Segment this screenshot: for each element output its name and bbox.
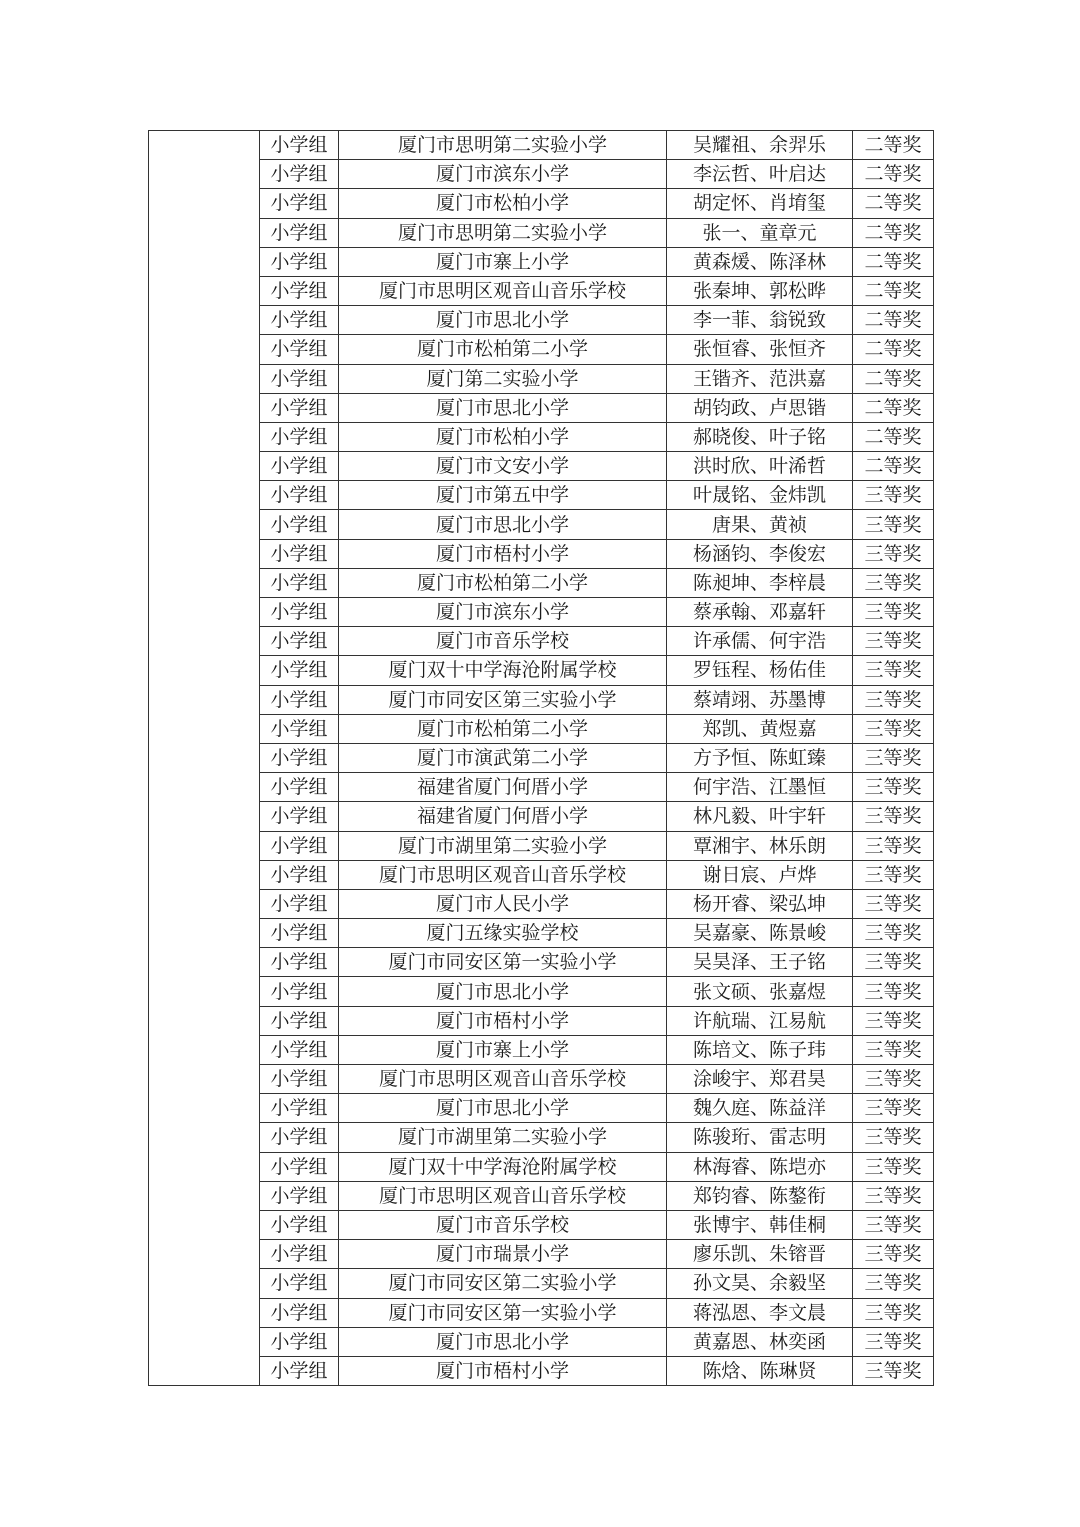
award-cell: 三等奖: [853, 1210, 934, 1239]
school-cell: 福建省厦门何厝小学: [339, 802, 667, 831]
school-cell: 厦门市音乐学校: [339, 1210, 667, 1239]
group-cell: 小学组: [260, 160, 339, 189]
students-cell: 陈焓、陈琳贤: [667, 1356, 853, 1385]
award-cell: 二等奖: [853, 364, 934, 393]
group-cell: 小学组: [260, 860, 339, 889]
table-row: [149, 685, 934, 714]
table-row: [149, 860, 934, 889]
school-cell: 厦门市思北小学: [339, 306, 667, 335]
school-cell: 厦门市松柏第二小学: [339, 714, 667, 743]
school-cell: 厦门市滨东小学: [339, 160, 667, 189]
students-cell: 张文硕、张嘉煜: [667, 977, 853, 1006]
group-cell: 小学组: [260, 1152, 339, 1181]
students-cell: 洪时欣、叶浠哲: [667, 452, 853, 481]
table-row: [149, 1210, 934, 1239]
award-cell: 三等奖: [853, 1065, 934, 1094]
group-cell: 小学组: [260, 743, 339, 772]
table-row: [149, 160, 934, 189]
award-cell: 三等奖: [853, 598, 934, 627]
table-row: [149, 831, 934, 860]
merged-category-cell: [149, 131, 260, 1386]
award-cell: 三等奖: [853, 714, 934, 743]
students-cell: 许航瑞、江易航: [667, 1006, 853, 1035]
table-row: [149, 306, 934, 335]
group-cell: 小学组: [260, 1356, 339, 1385]
award-cell: 三等奖: [853, 802, 934, 831]
table-row: [149, 1269, 934, 1298]
table-row: [149, 189, 934, 218]
school-cell: 厦门市思北小学: [339, 510, 667, 539]
group-cell: 小学组: [260, 1065, 339, 1094]
school-cell: 厦门市同安区第一实验小学: [339, 1298, 667, 1327]
table-row: [149, 131, 934, 160]
award-cell: 三等奖: [853, 743, 934, 772]
school-cell: 厦门市同安区第一实验小学: [339, 948, 667, 977]
students-cell: 林凡毅、叶宇轩: [667, 802, 853, 831]
group-cell: 小学组: [260, 393, 339, 422]
school-cell: 厦门市第五中学: [339, 481, 667, 510]
school-cell: 厦门市梧村小学: [339, 1006, 667, 1035]
school-cell: 厦门市寨上小学: [339, 247, 667, 276]
students-cell: 郝晓俊、叶子铭: [667, 422, 853, 451]
award-cell: 三等奖: [853, 1006, 934, 1035]
school-cell: 厦门第二实验小学: [339, 364, 667, 393]
table-row: [149, 422, 934, 451]
table-row: [149, 1006, 934, 1035]
students-cell: 胡钧政、卢思锴: [667, 393, 853, 422]
group-cell: 小学组: [260, 1298, 339, 1327]
group-cell: 小学组: [260, 977, 339, 1006]
award-cell: 二等奖: [853, 247, 934, 276]
students-cell: 叶晟铭、金炜凯: [667, 481, 853, 510]
students-cell: 覃湘宇、林乐朗: [667, 831, 853, 860]
school-cell: 厦门市松柏第二小学: [339, 568, 667, 597]
award-cell: 三等奖: [853, 1240, 934, 1269]
group-cell: 小学组: [260, 1181, 339, 1210]
table-row: [149, 364, 934, 393]
students-cell: 蔡承翰、邓嘉轩: [667, 598, 853, 627]
school-cell: 厦门市思北小学: [339, 393, 667, 422]
students-cell: 郑钧睿、陈鏊衔: [667, 1181, 853, 1210]
award-cell: 三等奖: [853, 1327, 934, 1356]
table-row: [149, 773, 934, 802]
table-row: [149, 1152, 934, 1181]
table-row: [149, 481, 934, 510]
school-cell: 福建省厦门何厝小学: [339, 773, 667, 802]
table-row: [149, 948, 934, 977]
school-cell: 厦门双十中学海沧附属学校: [339, 1152, 667, 1181]
table-row: [149, 1035, 934, 1064]
school-cell: 厦门市湖里第二实验小学: [339, 1123, 667, 1152]
award-cell: 三等奖: [853, 1298, 934, 1327]
students-cell: 林海睿、陈垲亦: [667, 1152, 853, 1181]
group-cell: 小学组: [260, 276, 339, 305]
table-row: [149, 510, 934, 539]
group-cell: 小学组: [260, 773, 339, 802]
school-cell: 厦门市思明区观音山音乐学校: [339, 1181, 667, 1210]
table-row: [149, 1240, 934, 1269]
students-cell: 涂峻宇、郑君昊: [667, 1065, 853, 1094]
students-cell: 李沄哲、叶启达: [667, 160, 853, 189]
table-row: [149, 977, 934, 1006]
award-cell: 三等奖: [853, 1123, 934, 1152]
students-cell: 王锴齐、范洪嘉: [667, 364, 853, 393]
school-cell: 厦门双十中学海沧附属学校: [339, 656, 667, 685]
table-row: [149, 889, 934, 918]
group-cell: 小学组: [260, 1123, 339, 1152]
students-cell: 张秦坤、郭松晔: [667, 276, 853, 305]
students-cell: 罗钰程、杨佑佳: [667, 656, 853, 685]
table-row: [149, 393, 934, 422]
school-cell: 厦门五缘实验学校: [339, 919, 667, 948]
group-cell: 小学组: [260, 919, 339, 948]
award-cell: 二等奖: [853, 335, 934, 364]
table-row: [149, 743, 934, 772]
award-cell: 三等奖: [853, 568, 934, 597]
table-row: [149, 452, 934, 481]
table-row: [149, 656, 934, 685]
school-cell: 厦门市思明区观音山音乐学校: [339, 860, 667, 889]
school-cell: 厦门市滨东小学: [339, 598, 667, 627]
award-cell: 三等奖: [853, 1035, 934, 1064]
school-cell: 厦门市思北小学: [339, 977, 667, 1006]
table-row: [149, 1094, 934, 1123]
group-cell: 小学组: [260, 335, 339, 364]
students-cell: 杨涵钧、李俊宏: [667, 539, 853, 568]
table-row: [149, 276, 934, 305]
group-cell: 小学组: [260, 1240, 339, 1269]
school-cell: 厦门市寨上小学: [339, 1035, 667, 1064]
students-cell: 李一菲、翁锐致: [667, 306, 853, 335]
group-cell: 小学组: [260, 656, 339, 685]
group-cell: 小学组: [260, 1269, 339, 1298]
group-cell: 小学组: [260, 948, 339, 977]
award-cell: 三等奖: [853, 1094, 934, 1123]
award-cell: 三等奖: [853, 831, 934, 860]
award-cell: 三等奖: [853, 977, 934, 1006]
award-cell: 二等奖: [853, 306, 934, 335]
group-cell: 小学组: [260, 1035, 339, 1064]
award-cell: 三等奖: [853, 510, 934, 539]
award-cell: 二等奖: [853, 393, 934, 422]
students-cell: 吴耀祖、余羿乐: [667, 131, 853, 160]
award-cell: 三等奖: [853, 627, 934, 656]
students-cell: 张一、童章元: [667, 218, 853, 247]
school-cell: 厦门市文安小学: [339, 452, 667, 481]
group-cell: 小学组: [260, 510, 339, 539]
students-cell: 胡定怀、肖堉玺: [667, 189, 853, 218]
students-cell: 唐果、黄祯: [667, 510, 853, 539]
group-cell: 小学组: [260, 627, 339, 656]
group-cell: 小学组: [260, 131, 339, 160]
award-cell: 三等奖: [853, 948, 934, 977]
school-cell: 厦门市思北小学: [339, 1327, 667, 1356]
group-cell: 小学组: [260, 1210, 339, 1239]
group-cell: 小学组: [260, 539, 339, 568]
table-row: [149, 247, 934, 276]
award-cell: 二等奖: [853, 422, 934, 451]
table-row: [149, 568, 934, 597]
award-cell: 三等奖: [853, 656, 934, 685]
group-cell: 小学组: [260, 889, 339, 918]
students-cell: 谢日宸、卢烨: [667, 860, 853, 889]
students-cell: 蒋泓恩、李文晨: [667, 1298, 853, 1327]
award-cell: 二等奖: [853, 276, 934, 305]
award-cell: 二等奖: [853, 131, 934, 160]
group-cell: 小学组: [260, 568, 339, 597]
school-cell: 厦门市松柏小学: [339, 422, 667, 451]
school-cell: 厦门市思明第二实验小学: [339, 218, 667, 247]
school-cell: 厦门市梧村小学: [339, 1356, 667, 1385]
students-cell: 陈昶坤、李梓晨: [667, 568, 853, 597]
students-cell: 蔡靖翊、苏墨博: [667, 685, 853, 714]
group-cell: 小学组: [260, 685, 339, 714]
table-row: [149, 218, 934, 247]
group-cell: 小学组: [260, 1327, 339, 1356]
table-row: [149, 714, 934, 743]
school-cell: 厦门市思明第二实验小学: [339, 131, 667, 160]
award-cell: 三等奖: [853, 919, 934, 948]
school-cell: 厦门市演武第二小学: [339, 743, 667, 772]
award-cell: 三等奖: [853, 860, 934, 889]
students-cell: 魏久庭、陈益洋: [667, 1094, 853, 1123]
table-row: [149, 919, 934, 948]
school-cell: 厦门市人民小学: [339, 889, 667, 918]
group-cell: 小学组: [260, 598, 339, 627]
award-cell: 三等奖: [853, 1356, 934, 1385]
group-cell: 小学组: [260, 247, 339, 276]
table-row: [149, 1181, 934, 1210]
students-cell: 张博宇、韩佳桐: [667, 1210, 853, 1239]
students-cell: 孙文昊、余毅坚: [667, 1269, 853, 1298]
school-cell: 厦门市湖里第二实验小学: [339, 831, 667, 860]
school-cell: 厦门市梧村小学: [339, 539, 667, 568]
table-row: [149, 1356, 934, 1385]
group-cell: 小学组: [260, 452, 339, 481]
awards-table-body: [149, 131, 934, 1386]
award-cell: 三等奖: [853, 1181, 934, 1210]
group-cell: 小学组: [260, 1094, 339, 1123]
school-cell: 厦门市松柏第二小学: [339, 335, 667, 364]
table-row: [149, 539, 934, 568]
students-cell: 方予恒、陈虹臻: [667, 743, 853, 772]
table-row: [149, 627, 934, 656]
school-cell: 厦门市思明区观音山音乐学校: [339, 1065, 667, 1094]
award-cell: 三等奖: [853, 889, 934, 918]
award-cell: 三等奖: [853, 1269, 934, 1298]
table-row: [149, 1298, 934, 1327]
students-cell: 何宇浩、江墨恒: [667, 773, 853, 802]
students-cell: 黄嘉恩、林奕函: [667, 1327, 853, 1356]
students-cell: 许承儒、何宇浩: [667, 627, 853, 656]
school-cell: 厦门市音乐学校: [339, 627, 667, 656]
school-cell: 厦门市松柏小学: [339, 189, 667, 218]
table-row: [149, 1065, 934, 1094]
students-cell: 吴嘉豪、陈景峻: [667, 919, 853, 948]
school-cell: 厦门市同安区第二实验小学: [339, 1269, 667, 1298]
students-cell: 陈培文、陈子玮: [667, 1035, 853, 1064]
group-cell: 小学组: [260, 1006, 339, 1035]
group-cell: 小学组: [260, 364, 339, 393]
award-cell: 三等奖: [853, 539, 934, 568]
group-cell: 小学组: [260, 802, 339, 831]
group-cell: 小学组: [260, 714, 339, 743]
table-row: [149, 1327, 934, 1356]
school-cell: 厦门市瑞景小学: [339, 1240, 667, 1269]
award-cell: 三等奖: [853, 685, 934, 714]
award-cell: 三等奖: [853, 773, 934, 802]
school-cell: 厦门市思北小学: [339, 1094, 667, 1123]
table-row: [149, 1123, 934, 1152]
table-row: [149, 335, 934, 364]
school-cell: 厦门市同安区第三实验小学: [339, 685, 667, 714]
group-cell: 小学组: [260, 831, 339, 860]
group-cell: 小学组: [260, 481, 339, 510]
award-cell: 二等奖: [853, 160, 934, 189]
award-cell: 二等奖: [853, 218, 934, 247]
award-cell: 三等奖: [853, 481, 934, 510]
students-cell: 张恒睿、张恒齐: [667, 335, 853, 364]
group-cell: 小学组: [260, 306, 339, 335]
award-cell: 三等奖: [853, 1152, 934, 1181]
group-cell: 小学组: [260, 189, 339, 218]
students-cell: 杨开睿、梁弘坤: [667, 889, 853, 918]
school-cell: 厦门市思明区观音山音乐学校: [339, 276, 667, 305]
group-cell: 小学组: [260, 422, 339, 451]
students-cell: 吴昊泽、王子铭: [667, 948, 853, 977]
award-cell: 二等奖: [853, 452, 934, 481]
students-cell: 黄森煖、陈泽林: [667, 247, 853, 276]
award-cell: 二等奖: [853, 189, 934, 218]
group-cell: 小学组: [260, 218, 339, 247]
students-cell: 郑凯、黄煜嘉: [667, 714, 853, 743]
table-row: [149, 598, 934, 627]
table-row: [149, 802, 934, 831]
awards-table: [148, 130, 934, 1386]
students-cell: 陈骏珩、雷志明: [667, 1123, 853, 1152]
students-cell: 廖乐凯、朱镕晋: [667, 1240, 853, 1269]
